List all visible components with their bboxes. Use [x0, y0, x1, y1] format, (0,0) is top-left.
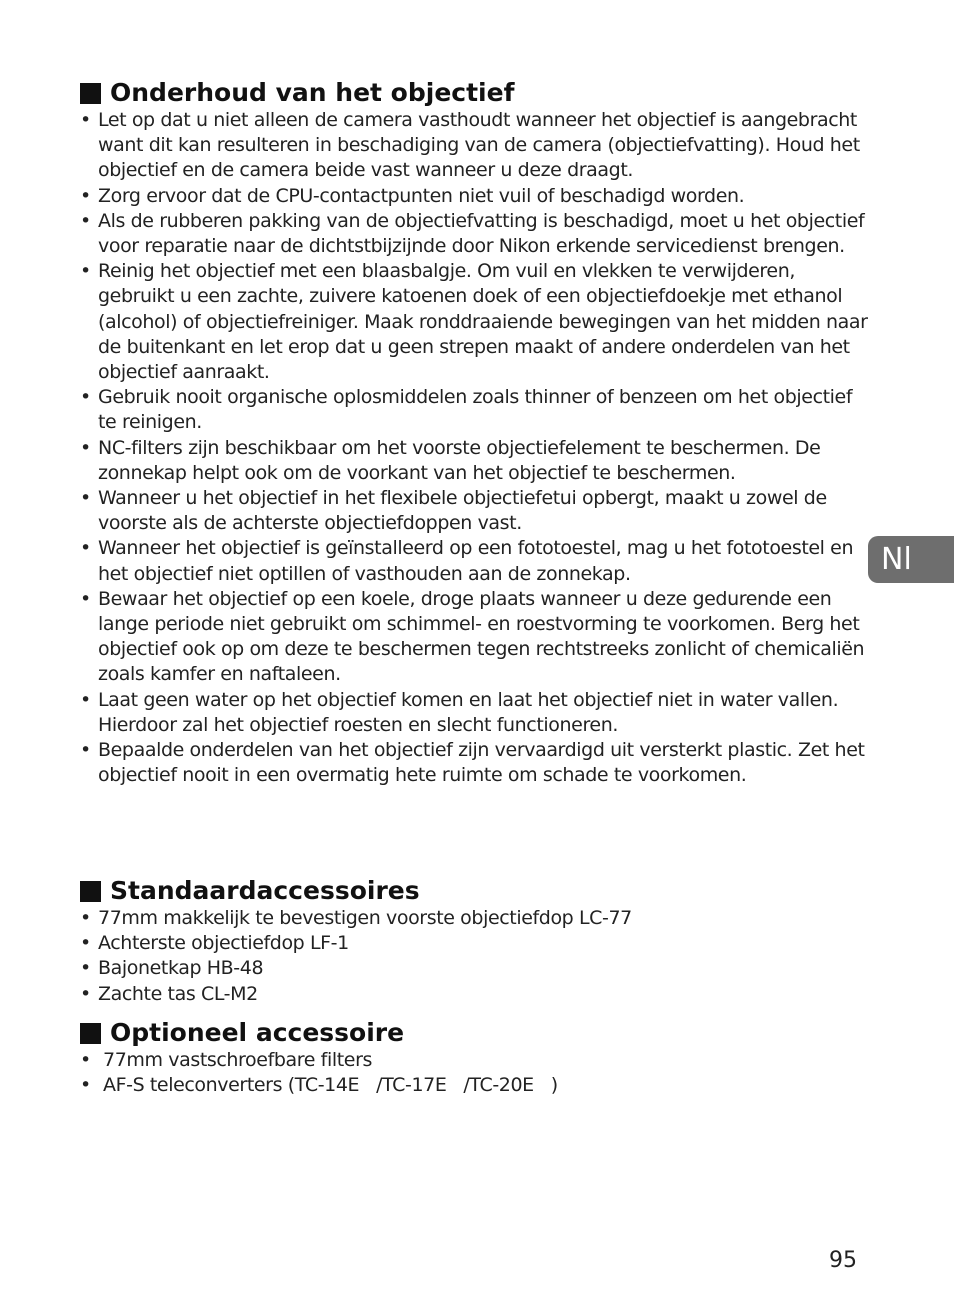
list-item: • Achterste objectiefdop LF-1	[80, 931, 870, 956]
bullet-icon: •	[80, 932, 91, 955]
bullet-icon: •	[80, 436, 91, 459]
bullet-icon: •	[80, 209, 91, 232]
section-heading-maintenance	[80, 78, 870, 108]
list-item: • AF-S teleconverters (TC-14E /TC-17E /TC-20E )	[80, 1073, 870, 1098]
section-standard-accessories	[80, 876, 870, 1007]
list-item: • Laat geen water op het objectief komen en laat het objectief niet in water vallen. Hierdoor zal het objectief roesten en slecht functioneren.	[80, 688, 839, 736]
standard-accessories-list	[80, 906, 870, 1007]
bullet-icon: •	[80, 260, 91, 283]
bullet-icon: •	[80, 1074, 91, 1097]
list-item: • Bewaar het objectief op een koele, droge plaats wanneer u deze gedurende een lange periode niet gebruikt om schimmel- en roestvorming te voorkomen. Berg het objectief ook op om deze te beschermen tegen rechtstreeks zonlicht of chemicaliën zoals kamfer en naftaleen.	[80, 587, 865, 686]
maintenance-list	[80, 108, 870, 788]
bullet-icon: •	[80, 184, 91, 207]
heading-text: Onderhoud van het objectief	[110, 78, 515, 107]
list-item: • 77mm vastschroefbare filters	[80, 1048, 870, 1073]
bullet-icon: •	[80, 1049, 91, 1071]
bullet-icon: •	[80, 109, 91, 131]
bullet-icon: •	[80, 982, 91, 1005]
list-item: • Wanneer u het objectief in het flexibele objectiefetui opbergt, maakt u zowel de voorste als de achterste objectiefdoppen vast.	[80, 487, 827, 535]
section-maintenance	[80, 78, 870, 788]
language-tab: Nl	[868, 536, 954, 583]
bullet-icon: •	[80, 957, 91, 980]
square-bullet-icon	[80, 83, 101, 104]
list-item: • Reinig het objectief met een blaasbalgje. Om vuil en vlekken te verwijderen, gebruikt u een zachte, zuivere katoenen doek of een objectiefdoekje met ethanol (alcohol) of objectiefreiniger. Maak ronddraaiende bewegingen van het midden naar de buitenkant en let erop dat u geen strepen maakt of andere onderdelen van het objectief aanraakt.	[80, 260, 868, 384]
list-item: • Bajonetkap HB-48	[80, 956, 870, 981]
heading-text: Standaardaccessoires	[110, 876, 420, 905]
list-item: • Als de rubberen pakking van de objectiefvatting is beschadigd, moet u het objectief voor reparatie naar de dichtstbijzijnde door Nikon erkende servicedienst brengen.	[80, 209, 865, 258]
optional-accessories-list	[80, 1048, 870, 1098]
bullet-icon: •	[80, 688, 91, 711]
bullet-icon: •	[80, 907, 91, 929]
list-item: • Zachte tas CL-M2	[80, 982, 870, 1007]
section-heading-optional	[80, 1018, 870, 1048]
bullet-icon: •	[80, 487, 91, 510]
list-item: • Let op dat u niet alleen de camera vasthoudt wanneer het objectief is aangebracht want dit kan resulteren in beschadiging van de camera (objectiefvatting). Houd het objectief en de camera beide vast wanneer u deze draagt.	[80, 109, 860, 182]
heading-text: Optioneel accessoire	[110, 1018, 405, 1047]
list-item: • Gebruik nooit organische oplosmiddelen zoals thinner of benzeen om het objectief te reinigen.	[80, 386, 853, 434]
section-heading-standard	[80, 876, 870, 906]
bullet-icon: •	[80, 587, 91, 610]
bullet-icon: •	[80, 739, 91, 762]
page-number: 95	[829, 1248, 857, 1273]
bullet-icon: •	[80, 386, 91, 409]
list-item: • Zorg ervoor dat de CPU-contactpunten niet vuil of beschadigd worden.	[80, 184, 870, 209]
section-optional-accessory	[80, 1018, 870, 1098]
square-bullet-icon	[80, 1023, 101, 1044]
list-item: • Wanneer het objectief is geïnstalleerd op een fototoestel, mag u het fototoestel en het objectief niet optillen of vasthouden aan de zonnekap.	[80, 537, 854, 585]
bullet-icon: •	[80, 537, 91, 560]
list-item: • NC-filters zijn beschikbaar om het voorste objectiefelement te beschermen. De zonnekap helpt ook om de voorkant van het objectief te beschermen.	[80, 436, 821, 484]
square-bullet-icon	[80, 881, 101, 902]
list-item: • Bepaalde onderdelen van het objectief zijn vervaardigd uit versterkt plastic. Zet het objectief nooit in een overmatig hete ruimte om schade te voorkomen.	[80, 739, 865, 787]
list-item: • 77mm makkelijk te bevestigen voorste objectiefdop LC-77	[80, 906, 870, 931]
